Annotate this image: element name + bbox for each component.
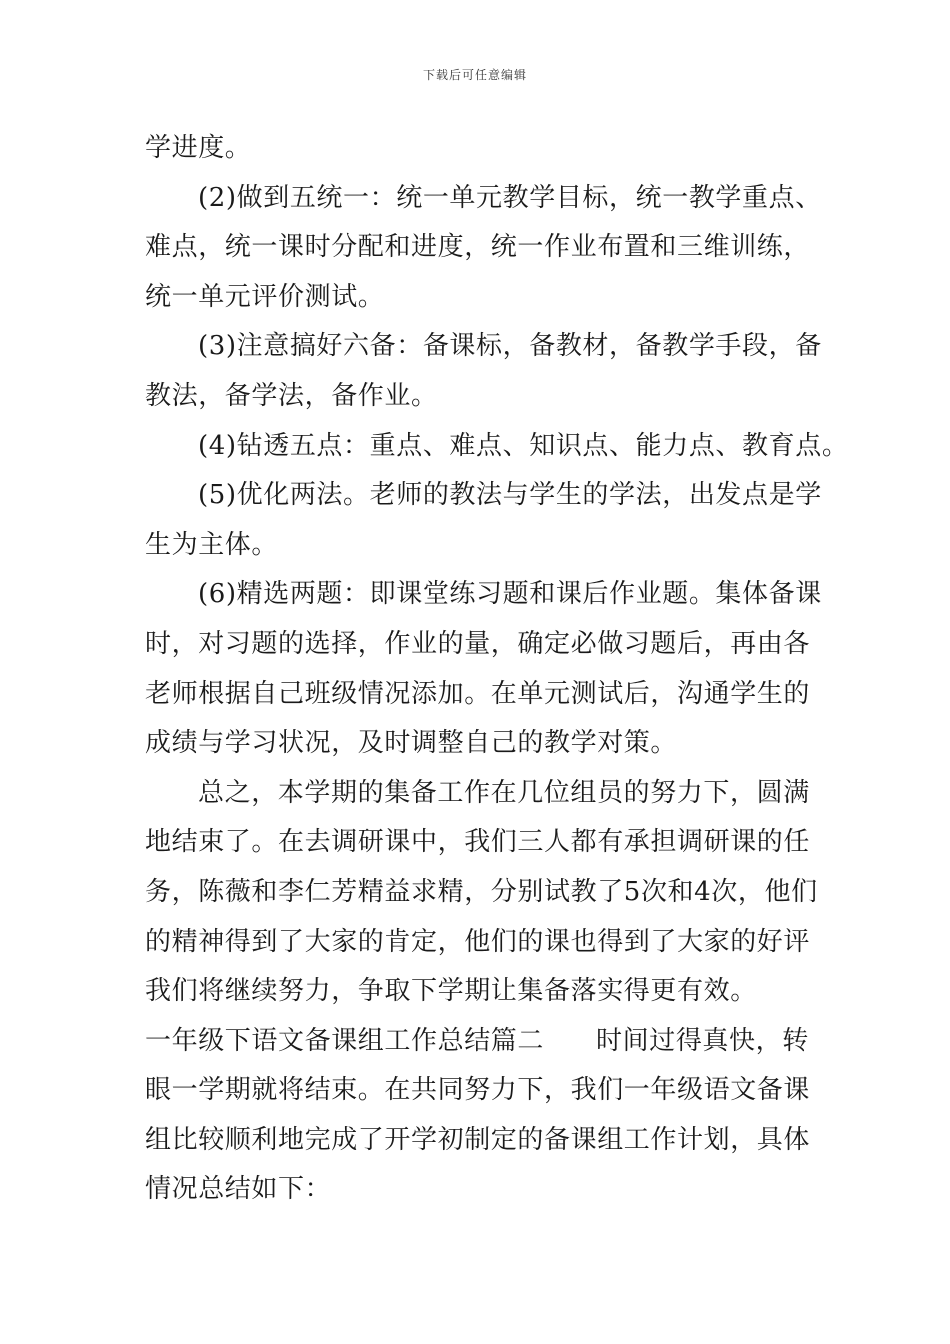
- text-line: 务，陈薇和李仁芳精益求精，分别试教了5次和4次，他们: [145, 876, 818, 907]
- text-line: 的精神得到了大家的肯定，他们的课也得到了大家的好评: [145, 926, 811, 957]
- text-line: 教法，备学法，备作业。: [145, 380, 438, 411]
- text-line: 难点，统一课时分配和进度，统一作业布置和三维训练，: [145, 232, 811, 263]
- text-line: 时，对习题的选择，作业的量，确定必做习题后，再由各: [145, 628, 811, 659]
- text-line: 组比较顺利地完成了开学初制定的备课组工作计划，具体: [145, 1124, 811, 1155]
- text-line: (3)注意搞好六备：备课标，备教材，备教学手段，备: [198, 331, 822, 362]
- page-header: 下载后可任意编辑: [422, 68, 527, 82]
- document-body: [145, 124, 849, 1215]
- text-line: (2)做到五统一：统一单元教学目标，统一教学重点、: [198, 182, 822, 213]
- text-line: 我们将继续努力，争取下学期让集备落实得更有效。: [145, 976, 757, 1007]
- section-title: 一年级下语文备课组工作总结篇二: [145, 1025, 545, 1056]
- text-line: (6)精选两题：即课堂练习题和课后作业题。集体备课: [198, 579, 822, 610]
- text-line: 学进度。: [145, 133, 252, 163]
- section-heading-line: [145, 1017, 813, 1067]
- text-line: (5)优化两法。老师的教法与学生的学法，出发点是学: [198, 480, 822, 511]
- text-line: 生为主体。: [145, 529, 279, 560]
- text-line: 总之，本学期的集备工作在几位组员的努力下，圆满: [198, 777, 810, 808]
- text-line: 统一单元评价测试。: [145, 281, 385, 312]
- text-line: 成绩与学习状况，及时调整自己的教学对策。: [145, 728, 678, 759]
- text-line: 老师根据自己班级情况添加。在单元测试后，沟通学生的: [145, 678, 811, 709]
- text-line: 地结束了。在去调研课中，我们三人都有承担调研课的任: [145, 827, 811, 858]
- text-line: (4)钻透五点：重点、难点、知识点、能力点、教育点。: [198, 430, 849, 461]
- text-line: 情况总结如下：: [145, 1174, 332, 1205]
- section-first-line: 时间过得真快，转: [596, 1025, 809, 1056]
- text-line: 眼一学期就将结束。在共同努力下，我们一年级语文备课: [145, 1075, 811, 1106]
